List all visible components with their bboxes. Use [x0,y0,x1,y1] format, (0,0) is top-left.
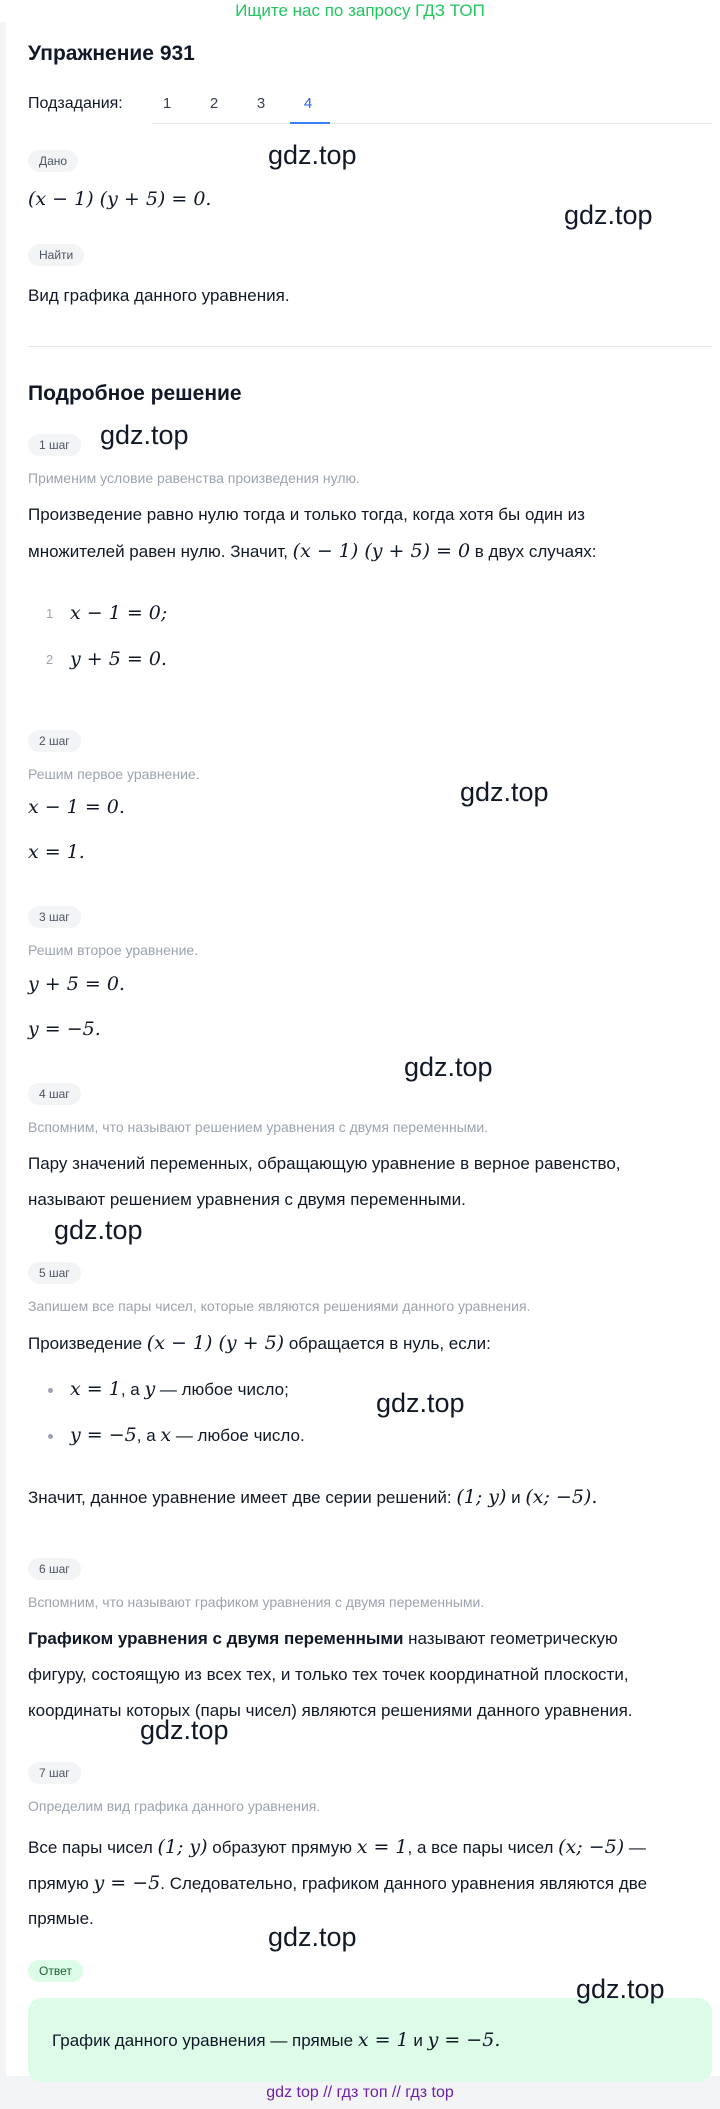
step-5-conclusion [28,1479,597,1516]
answer-box [28,1998,712,2082]
answer-line-2: y = −5 [427,2029,495,2051]
conclusion-series-1: (1; y) [456,1486,507,1508]
page-title: Упражнение 931 [28,42,195,65]
step-1-line-2-text: множителей равен нулю. Значит, [28,542,293,561]
step-7-line-2 [28,1865,647,1902]
step-4-hint: Вспомним, что называют решением уравнения с двумя переменными. [28,1119,489,1135]
watermark: gdz.top [404,1052,493,1082]
bullet-2-mid: , а [136,1426,161,1445]
active-tab-indicator [290,122,330,124]
step-7-l2-math: y = −5 [93,1872,161,1894]
step-7-l1-m3: (x; −5) [558,1836,625,1858]
step-2-pill: 2 шаг [28,730,81,752]
step-1-line-1: Произведение равно нулю тогда и только тогда, когда хотя бы один из [28,505,585,524]
top-banner[interactable]: Ищите нас по запросу ГДЗ ТОП [0,0,720,22]
step-6-line-1-rest: называют геометрическую [403,1629,618,1648]
step-7-l1-d: — [624,1838,646,1857]
bullet-2-math: y = −5 [70,1424,137,1446]
answer-line-1: x = 1 [357,2029,409,2051]
bullet-1-mid: , а [120,1380,145,1399]
answer-end: . [494,2029,501,2051]
step-4-line-2: называют решением уравнения с двумя переменными. [28,1190,466,1209]
conclusion-and: и [506,1488,526,1507]
step-1-item-1-math: x − 1 = 0; [70,602,168,624]
bullet-1-math: x = 1 [70,1378,121,1400]
tab-3[interactable]: 3 [256,95,266,112]
step-7-l1-text: Все пары чисел [28,1838,158,1857]
step-4-pill: 4 шаг [28,1083,81,1105]
step-3-eq-1: y + 5 = 0. [28,973,125,995]
step-6-hint: Вспомним, что называют графиком уравнения с двумя переменными. [28,1594,485,1610]
watermark: gdz.top [268,140,357,170]
answer-pill: Ответ [28,1960,83,1982]
step-1-hint: Применим условие равенства произведения нулю. [28,470,360,486]
watermark: gdz.top [564,200,653,230]
step-7-l1-m1: (1; y) [157,1836,208,1858]
find-text: Вид графика данного уравнения. [28,286,290,305]
step-1-pill: 1 шаг [28,434,81,456]
tabs-underline [152,123,712,124]
step-5-pill: 5 шаг [28,1262,81,1284]
watermark: gdz.top [54,1215,143,1245]
step-6-line-2: фигуру, состоящую из всех тех, и только тех точек координатной плоскости, [28,1665,629,1684]
step-7-l2-text: прямую [28,1874,94,1893]
step-1-item-1-num: 1 [46,606,54,621]
step-6-term: Графиком уравнения с двумя переменными [28,1629,404,1648]
answer-lead: График данного уравнения — прямые [52,2031,358,2050]
find-pill: Найти [28,244,84,266]
step-1-line-2-math: (x − 1) (y + 5) = 0 [292,540,471,562]
step-6-line-3: координаты которых (пары чисел) являются решениями данного уравнения. [28,1701,633,1720]
step-7-line-1 [28,1829,646,1866]
tab-1[interactable]: 1 [162,95,172,112]
step-7-l1-m2: x = 1 [356,1836,408,1858]
exercise-card [6,22,720,2076]
step-5-bullet-1 [70,1371,289,1408]
watermark: gdz.top [460,777,549,807]
step-5-line-1-math: (x − 1) (y + 5) [146,1332,285,1354]
step-2-hint: Решим первое уравнение. [28,766,200,782]
bullet-1-tail: — любое число; [155,1380,289,1399]
answer-text [52,2022,500,2059]
step-1-line-2 [28,533,597,570]
step-7-l1-b: образуют прямую [207,1838,357,1857]
watermark: gdz.top [100,420,189,450]
step-5-line-1 [28,1325,491,1362]
watermark: gdz.top [268,1922,357,1952]
conclusion-end: . [591,1486,598,1508]
step-5-line-1-text: Произведение [28,1334,147,1353]
bullet-2-var: x [160,1424,172,1446]
step-3-pill: 3 шаг [28,906,81,928]
step-7-pill: 7 шаг [28,1762,81,1784]
watermark: gdz.top [140,1715,229,1745]
bullet-dot [48,1434,53,1439]
step-1-line-2-tail: в двух случаях: [470,542,597,561]
step-5-line-1-tail: обращается в нуль, если: [284,1334,491,1353]
watermark: gdz.top [376,1388,465,1418]
step-7-l1-c: , а все пары чисел [407,1838,559,1857]
subtasks-label: Подзадания: [28,95,123,112]
bullet-dot [48,1388,53,1393]
section-divider [28,346,712,347]
bullet-2-tail: — любое число. [171,1426,305,1445]
step-2-eq-2: x = 1. [28,841,85,863]
watermark: gdz.top [576,1974,665,2004]
tab-2[interactable]: 2 [209,95,219,112]
step-3-hint: Решим второе уравнение. [28,942,199,958]
step-6-pill: 6 шаг [28,1558,81,1580]
step-7-hint: Определим вид графика данного уравнения. [28,1798,321,1814]
conclusion-text: Значит, данное уравнение имеет две серии решений: [28,1488,457,1507]
step-5-bullet-2 [70,1417,305,1454]
step-7-line-3: прямые. [28,1909,94,1928]
step-6-line-1 [28,1621,618,1657]
given-equation: (x − 1) (y + 5) = 0. [28,188,212,210]
conclusion-series-2: (x; −5) [525,1486,592,1508]
step-3-eq-2: y = −5. [28,1018,101,1040]
step-7-l2-tail: . Следовательно, графиком данного уравнения являются две [160,1874,648,1893]
step-4-line-1: Пару значений переменных, обращающую уравнение в верное равенство, [28,1154,621,1173]
tab-4[interactable]: 4 [303,95,313,112]
answer-and: и [408,2031,428,2050]
given-pill: Дано [28,150,78,172]
bullet-1-var: y [144,1378,156,1400]
solution-title: Подробное решение [28,382,242,405]
step-1-item-2-num: 2 [46,652,54,667]
footer-links[interactable]: gdz top // гдз топ // гдз top [266,2084,454,2101]
step-2-eq-1: x − 1 = 0. [28,796,125,818]
step-1-item-2-math: y + 5 = 0. [70,648,167,670]
step-5-hint: Запишем все пары чисел, которые являются решениями данного уравнения. [28,1298,531,1314]
